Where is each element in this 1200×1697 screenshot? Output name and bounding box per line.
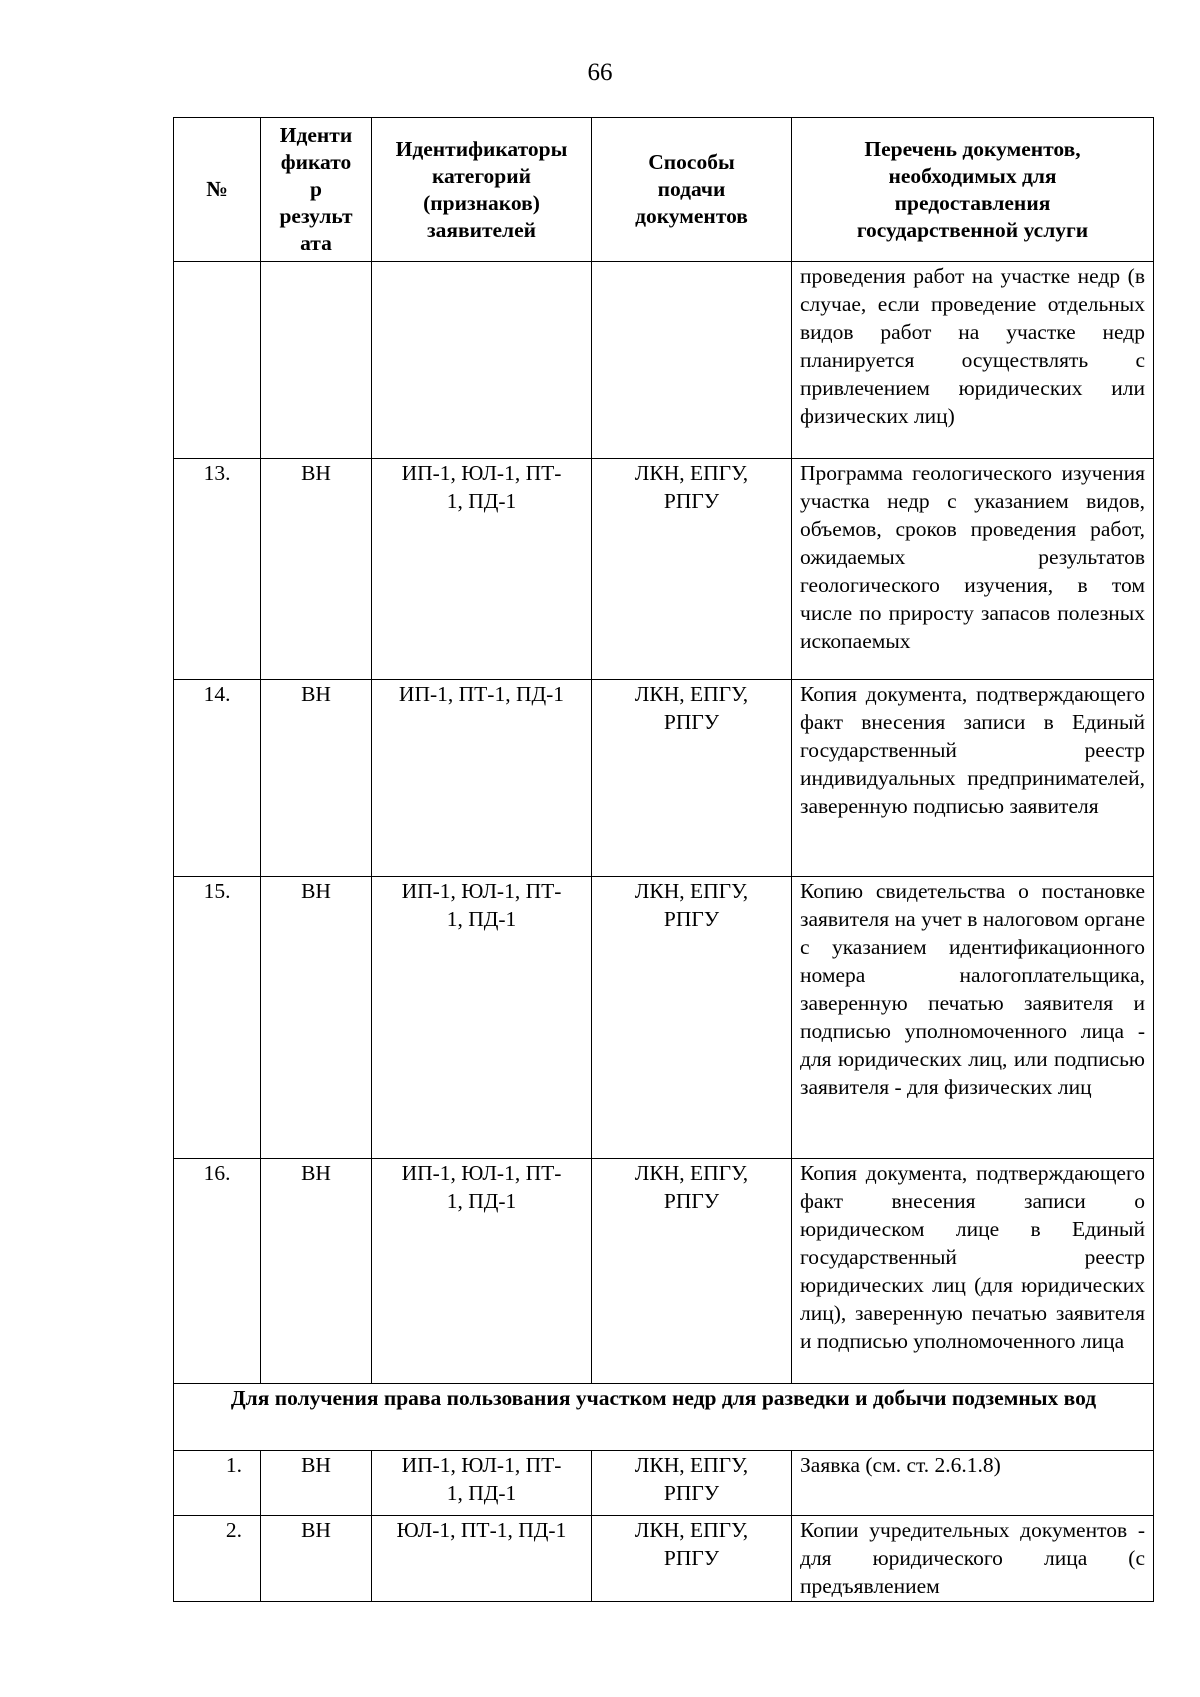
header-number: № [174,118,261,262]
cell-number: 14. [174,680,261,877]
cell-methods: ЛКН, ЕПГУ, РПГУ [592,1159,792,1384]
cell-empty [174,262,261,459]
cell-categories: ИП-1, ЮЛ-1, ПТ- 1, ПД-1 [372,459,592,680]
documents-table [173,117,1154,1602]
cell-methods: ЛКН, ЕПГУ, РПГУ [592,680,792,877]
cell-documents: Копия документа, подтверждающего факт внесения записи в Единый государственный реестр индивидуальных предпринимателей, заверенную подписью заявителя [792,680,1154,877]
cell-categories: ИП-1, ЮЛ-1, ПТ- 1, ПД-1 [372,877,592,1159]
header-result-identifier: Иденти фикато р результ ата [261,118,372,262]
cell-documents: Копии учредительных документов - для юридического лица (с предъявлением [792,1516,1154,1602]
table-row [174,680,1154,877]
table-row-continuation [174,262,1154,459]
cell-empty [261,262,372,459]
cell-methods: ЛКН, ЕПГУ, РПГУ [592,459,792,680]
cell-empty [592,262,792,459]
table-row [174,459,1154,680]
header-documents-list: Перечень документов, необходимых для предоставления государственной услуги [792,118,1154,262]
cell-categories: ИП-1, ЮЛ-1, ПТ- 1, ПД-1 [372,1451,592,1516]
cell-result-id: ВН [261,1159,372,1384]
cell-documents: Копию свидетельства о постановке заявителя на учет в налоговом органе с указанием идентификационного номера налогоплательщика, заверенную печатью заявителя и подписью уполномоченного лица - для юридических лиц, или подписью заявителя - для физических лиц [792,877,1154,1159]
cell-methods: ЛКН, ЕПГУ, РПГУ [592,1516,792,1602]
cell-number: 16. [174,1159,261,1384]
cell-number: 1. [174,1451,261,1516]
cell-documents-continuation: проведения работ на участке недр (в случае, если проведение отдельных видов работ на участке недр планируется осуществлять с привлечением юридических или физических лиц) [792,262,1154,459]
table-row [174,1451,1154,1516]
table-row [174,877,1154,1159]
section-title: Для получения права пользования участком недр для разведки и добычи подземных вод [174,1384,1154,1451]
cell-methods: ЛКН, ЕПГУ, РПГУ [592,1451,792,1516]
cell-number: 15. [174,877,261,1159]
cell-methods: ЛКН, ЕПГУ, РПГУ [592,877,792,1159]
section-header-row [174,1384,1154,1451]
cell-categories: ИП-1, ПТ-1, ПД-1 [372,680,592,877]
cell-result-id: ВН [261,877,372,1159]
cell-categories: ИП-1, ЮЛ-1, ПТ- 1, ПД-1 [372,1159,592,1384]
cell-number: 2. [174,1516,261,1602]
cell-result-id: ВН [261,1516,372,1602]
cell-result-id: ВН [261,680,372,877]
table-header-row [174,118,1154,262]
cell-number: 13. [174,459,261,680]
table-row [174,1159,1154,1384]
cell-result-id: ВН [261,459,372,680]
cell-result-id: ВН [261,1451,372,1516]
cell-documents: Программа геологического изучения участка недр с указанием видов, объемов, сроков проведения работ, ожидаемых результатов геологического изучения, в том числе по приросту запасов полезных ископаемых [792,459,1154,680]
page-number: 66 [587,59,613,86]
cell-categories: ЮЛ-1, ПТ-1, ПД-1 [372,1516,592,1602]
cell-empty [372,262,592,459]
header-applicant-categories: Идентификаторы категорий (признаков) заявителей [372,118,592,262]
cell-documents: Заявка (см. ст. 2.6.1.8) [792,1451,1154,1516]
header-submission-methods: Способы подачи документов [592,118,792,262]
cell-documents: Копия документа, подтверждающего факт внесения записи о юридическом лице в Единый государственный реестр юридических лиц (для юридических лиц), заверенную печатью заявителя и подписью уполномоченного лица [792,1159,1154,1384]
table-row [174,1516,1154,1602]
